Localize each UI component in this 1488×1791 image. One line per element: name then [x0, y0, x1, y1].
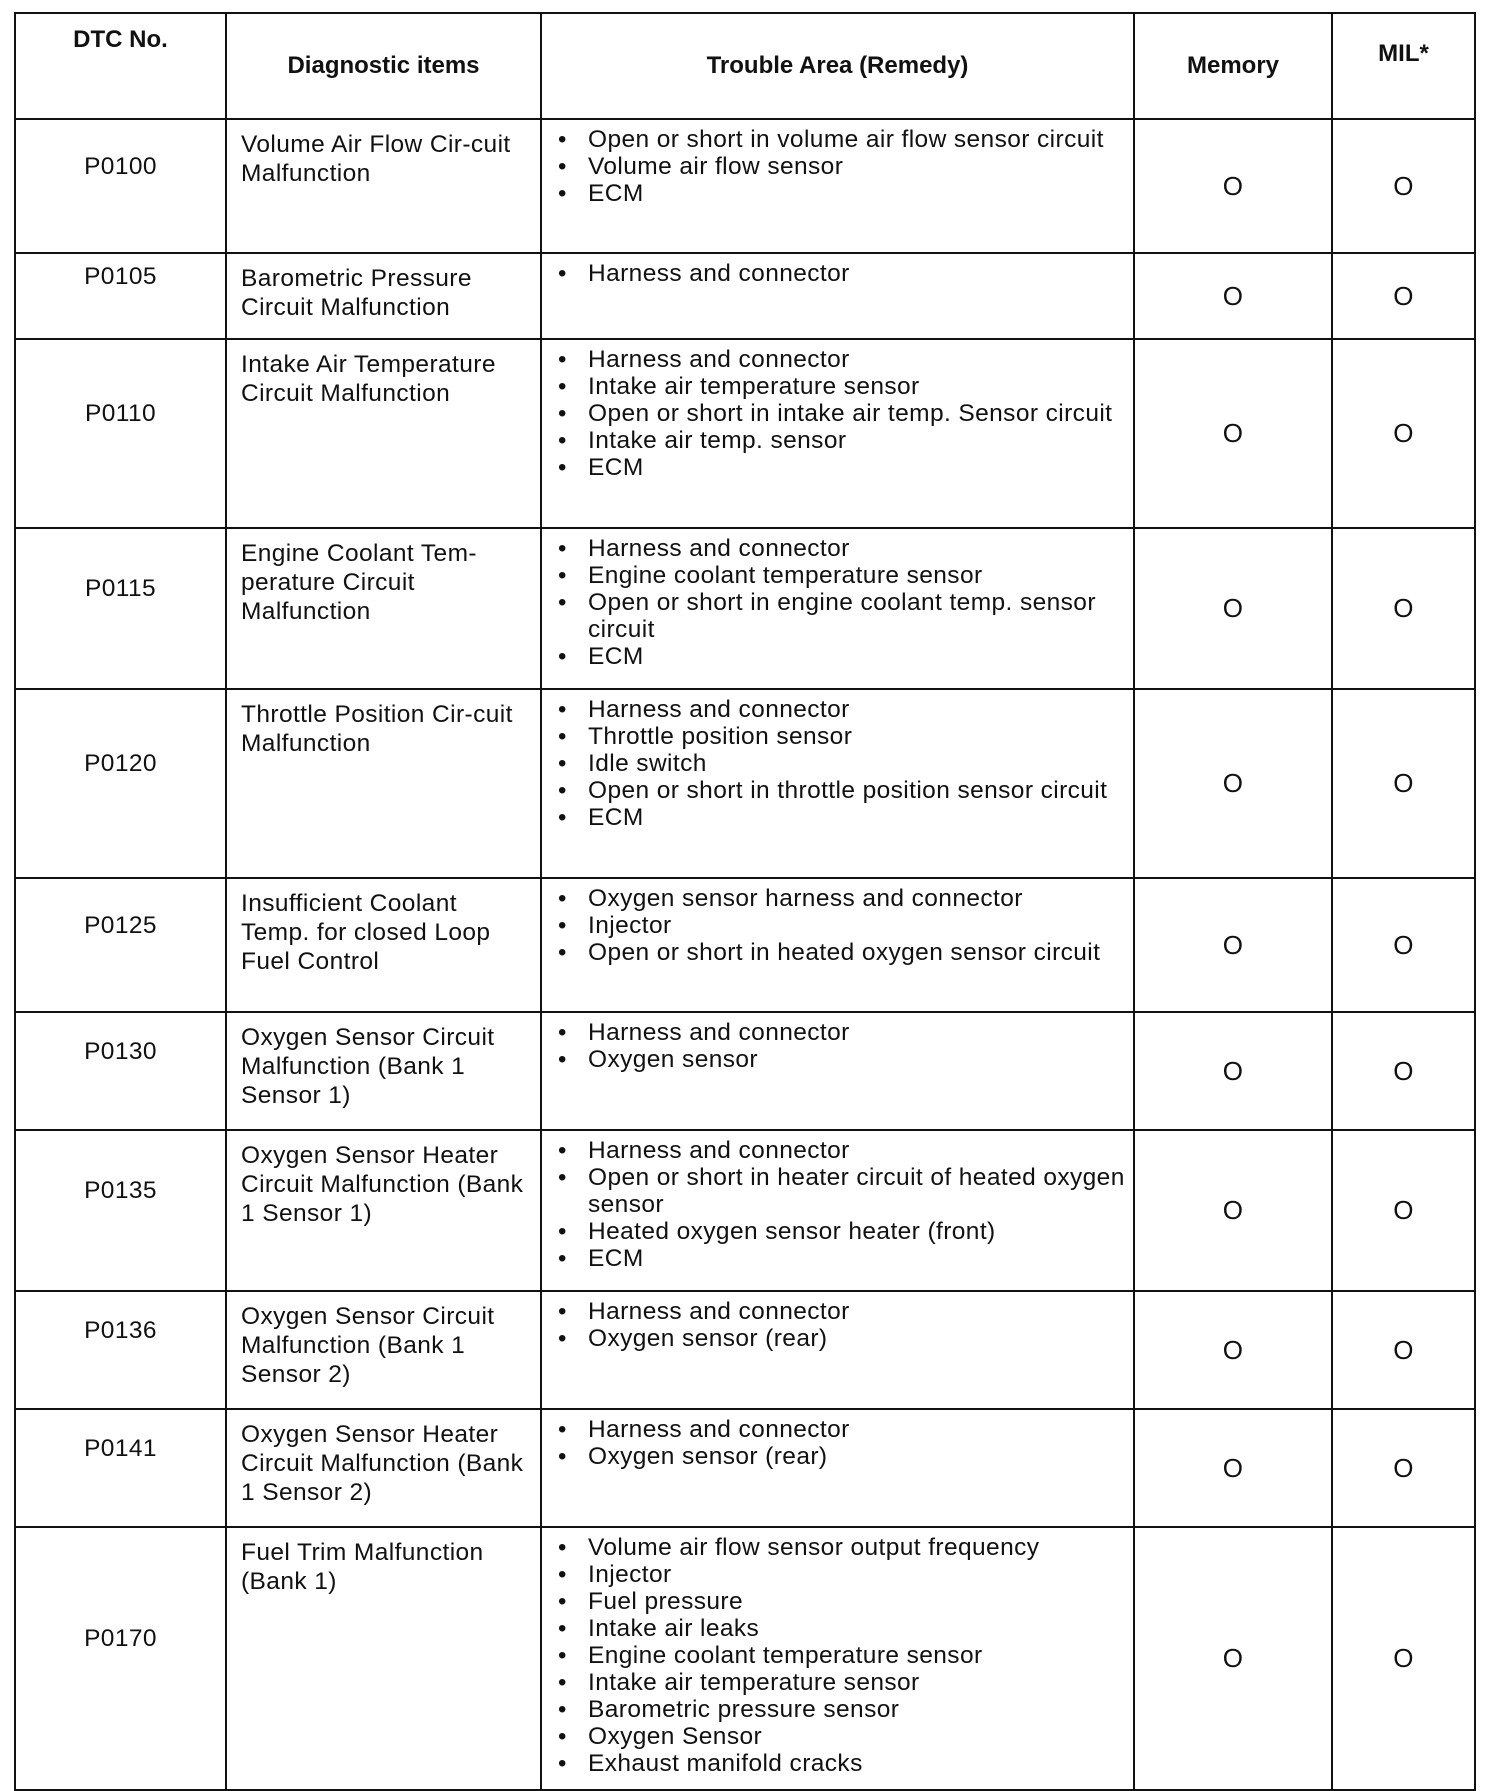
- trouble-area: [541, 1409, 1134, 1527]
- trouble-list-item: • Harness and connector: [554, 1298, 1125, 1325]
- header-dtc-no: DTC No.: [15, 13, 226, 119]
- trouble-list-item: • Idle switch: [554, 750, 1125, 777]
- trouble-list-item: • Intake air leaks: [554, 1615, 1125, 1642]
- trouble-list-item: • ECM: [554, 180, 1125, 207]
- trouble-area: [541, 1130, 1134, 1291]
- trouble-list: [554, 1534, 1125, 1777]
- table-row: [15, 689, 1475, 878]
- dtc-code: [15, 119, 226, 253]
- dtc-code: [15, 1130, 226, 1291]
- mil-mark: [1332, 119, 1475, 253]
- trouble-list: [554, 696, 1125, 831]
- trouble-list-item: • Open or short in throttle position sensor circuit: [554, 777, 1125, 804]
- trouble-list: [554, 260, 1125, 287]
- memory-mark: [1134, 1291, 1332, 1409]
- trouble-list-item: • Open or short in heated oxygen sensor circuit: [554, 939, 1125, 966]
- trouble-list-item: • ECM: [554, 454, 1125, 481]
- mil-circle-icon: O: [1393, 768, 1414, 798]
- diagnostic-item: Oxygen Sensor Heater Circuit Malfunction (Bank 1 Sensor 1): [226, 1130, 541, 1291]
- trouble-list-item: • Intake air temp. sensor: [554, 427, 1125, 454]
- trouble-list: [554, 885, 1125, 966]
- trouble-list-item: • Engine coolant temperature sensor: [554, 1642, 1125, 1669]
- trouble-list: [554, 1298, 1125, 1352]
- trouble-list-item: • Harness and connector: [554, 1019, 1125, 1046]
- trouble-list-item: • Intake air temperature sensor: [554, 373, 1125, 400]
- trouble-list-item: • Harness and connector: [554, 1137, 1125, 1164]
- trouble-area: [541, 1527, 1134, 1790]
- diagnostic-item: Fuel Trim Malfunction (Bank 1): [226, 1527, 541, 1790]
- memory-circle-icon: O: [1222, 1452, 1244, 1483]
- memory-mark: [1134, 1012, 1332, 1130]
- dtc-code-text: P0135: [84, 1177, 157, 1204]
- dtc-code: [15, 1012, 226, 1130]
- trouble-list-item: • ECM: [554, 804, 1125, 831]
- memory-circle-icon: O: [1222, 280, 1244, 311]
- diagnostic-item: Volume Air Flow Cir-cuit Malfunction: [226, 119, 541, 253]
- trouble-list: [554, 1137, 1125, 1272]
- diagnostic-item: Throttle Position Cir-cuit Malfunction: [226, 689, 541, 878]
- memory-mark: [1134, 1130, 1332, 1291]
- trouble-list-item: • Volume air flow sensor output frequency: [554, 1534, 1125, 1561]
- memory-circle-icon: O: [1222, 929, 1244, 960]
- trouble-list-item: • Oxygen sensor: [554, 1046, 1125, 1073]
- trouble-list-item: • Open or short in intake air temp. Sensor circuit: [554, 400, 1125, 427]
- mil-circle-icon: O: [1393, 1055, 1414, 1086]
- diagnostic-item: Oxygen Sensor Circuit Malfunction (Bank 1 Sensor 2): [226, 1291, 541, 1409]
- trouble-list-item: • Throttle position sensor: [554, 723, 1125, 750]
- memory-mark: [1134, 528, 1332, 689]
- trouble-list-item: • Engine coolant temperature sensor: [554, 562, 1125, 589]
- trouble-list-item: • Intake air temperature sensor: [554, 1669, 1125, 1696]
- memory-mark: [1134, 339, 1332, 528]
- trouble-list-item: • Harness and connector: [554, 535, 1125, 562]
- trouble-list: [554, 535, 1125, 670]
- memory-circle-icon: O: [1222, 593, 1244, 623]
- mil-circle-icon: O: [1393, 1195, 1414, 1225]
- memory-mark: [1134, 253, 1332, 339]
- memory-circle-icon: O: [1222, 768, 1244, 798]
- table-row: [15, 1130, 1475, 1291]
- mil-circle-icon: O: [1393, 593, 1414, 623]
- dtc-code-text: P0141: [84, 1434, 157, 1462]
- mil-circle-icon: O: [1393, 418, 1414, 448]
- header-mil: MIL*: [1332, 13, 1475, 119]
- table-row: [15, 1409, 1475, 1527]
- dtc-code: [15, 339, 226, 528]
- mil-mark: [1332, 1409, 1475, 1527]
- trouble-list-item: • Injector: [554, 1561, 1125, 1588]
- trouble-list-item: • Open or short in volume air flow sensor circuit: [554, 126, 1125, 153]
- dtc-code: [15, 689, 226, 878]
- trouble-list-item: • Harness and connector: [554, 346, 1125, 373]
- memory-mark: [1134, 689, 1332, 878]
- memory-circle-icon: O: [1222, 1334, 1244, 1365]
- trouble-list-item: • Injector: [554, 912, 1125, 939]
- trouble-list-item: • ECM: [554, 1245, 1125, 1272]
- trouble-list-item: • ECM: [554, 643, 1125, 670]
- dtc-code-text: P0125: [84, 911, 157, 939]
- mil-mark: [1332, 689, 1475, 878]
- header-diagnostic-items: Diagnostic items: [226, 13, 541, 119]
- memory-mark: [1134, 1527, 1332, 1790]
- trouble-list: [554, 126, 1125, 207]
- trouble-area: [541, 1291, 1134, 1409]
- dtc-code-text: P0115: [84, 575, 157, 602]
- trouble-list-item: • Oxygen Sensor: [554, 1723, 1125, 1750]
- dtc-table: [14, 12, 1476, 1791]
- trouble-list-item: • Exhaust manifold cracks: [554, 1750, 1125, 1777]
- mil-mark: [1332, 528, 1475, 689]
- table-row: [15, 1291, 1475, 1409]
- table-row: [15, 119, 1475, 253]
- dtc-code-text: P0100: [84, 152, 157, 180]
- diagnostic-item: Barometric Pressure Circuit Malfunction: [226, 253, 541, 339]
- dtc-code-text: P0105: [84, 262, 157, 290]
- trouble-list-item: • Volume air flow sensor: [554, 153, 1125, 180]
- trouble-list-item: • Heated oxygen sensor heater (front): [554, 1218, 1125, 1245]
- memory-mark: [1134, 878, 1332, 1012]
- mil-circle-icon: O: [1393, 1643, 1414, 1673]
- dtc-code-text: P0136: [84, 1316, 157, 1344]
- dtc-code: [15, 528, 226, 689]
- trouble-list: [554, 1416, 1125, 1470]
- diagnostic-item: Insufficient Coolant Temp. for closed Loop Fuel Control: [226, 878, 541, 1012]
- diagnostic-item: Oxygen Sensor Heater Circuit Malfunction (Bank 1 Sensor 2): [226, 1409, 541, 1527]
- header-memory: Memory: [1134, 13, 1332, 119]
- diagnostic-item: Engine Coolant Tem-perature Circuit Malfunction: [226, 528, 541, 689]
- mil-mark: [1332, 1527, 1475, 1790]
- memory-mark: [1134, 1409, 1332, 1527]
- mil-mark: [1332, 253, 1475, 339]
- diagnostic-item: Intake Air Temperature Circuit Malfunction: [226, 339, 541, 528]
- mil-circle-icon: O: [1393, 170, 1414, 201]
- table-row: [15, 528, 1475, 689]
- trouble-list-item: • Open or short in heater circuit of heated oxygen sensor: [554, 1164, 1125, 1218]
- trouble-list-item: • Oxygen sensor (rear): [554, 1443, 1125, 1470]
- mil-circle-icon: O: [1393, 1452, 1414, 1483]
- trouble-list-item: • Fuel pressure: [554, 1588, 1125, 1615]
- dtc-code-text: P0170: [84, 1625, 157, 1652]
- memory-mark: [1134, 119, 1332, 253]
- dtc-code-text: P0110: [84, 400, 157, 427]
- dtc-code: [15, 878, 226, 1012]
- trouble-list-item: • Open or short in engine coolant temp. sensor circuit: [554, 589, 1125, 643]
- trouble-list-item: • Harness and connector: [554, 696, 1125, 723]
- trouble-list-item: • Harness and connector: [554, 260, 1125, 287]
- memory-circle-icon: O: [1222, 1643, 1244, 1673]
- header-row: [15, 13, 1475, 119]
- table-row: [15, 339, 1475, 528]
- mil-mark: [1332, 1012, 1475, 1130]
- trouble-list-item: • Harness and connector: [554, 1416, 1125, 1443]
- trouble-list: [554, 1019, 1125, 1073]
- trouble-area: [541, 119, 1134, 253]
- trouble-area: [541, 1012, 1134, 1130]
- dtc-code: [15, 1527, 226, 1790]
- trouble-area: [541, 689, 1134, 878]
- dtc-code-text: P0120: [84, 750, 157, 777]
- mil-circle-icon: O: [1393, 280, 1414, 311]
- trouble-list-item: • Barometric pressure sensor: [554, 1696, 1125, 1723]
- dtc-code: [15, 1291, 226, 1409]
- table-row: [15, 878, 1475, 1012]
- trouble-list: [554, 346, 1125, 481]
- memory-circle-icon: O: [1222, 418, 1244, 448]
- trouble-list-item: • Oxygen sensor (rear): [554, 1325, 1125, 1352]
- memory-circle-icon: O: [1222, 170, 1244, 201]
- mil-mark: [1332, 339, 1475, 528]
- trouble-area: [541, 878, 1134, 1012]
- trouble-area: [541, 528, 1134, 689]
- table-row: [15, 1012, 1475, 1130]
- dtc-code-text: P0130: [84, 1037, 157, 1065]
- table-body: [15, 119, 1475, 1790]
- trouble-list-item: • Oxygen sensor harness and connector: [554, 885, 1125, 912]
- mil-mark: [1332, 1291, 1475, 1409]
- trouble-area: [541, 253, 1134, 339]
- mil-circle-icon: O: [1393, 1334, 1414, 1365]
- memory-circle-icon: O: [1222, 1195, 1244, 1225]
- dtc-code: [15, 253, 226, 339]
- table-row: [15, 253, 1475, 339]
- header-trouble-area: Trouble Area (Remedy): [541, 13, 1134, 119]
- diagnostic-item: Oxygen Sensor Circuit Malfunction (Bank 1 Sensor 1): [226, 1012, 541, 1130]
- trouble-area: [541, 339, 1134, 528]
- dtc-code: [15, 1409, 226, 1527]
- table-row: [15, 1527, 1475, 1790]
- mil-circle-icon: O: [1393, 929, 1414, 960]
- memory-circle-icon: O: [1222, 1055, 1244, 1086]
- mil-mark: [1332, 878, 1475, 1012]
- mil-mark: [1332, 1130, 1475, 1291]
